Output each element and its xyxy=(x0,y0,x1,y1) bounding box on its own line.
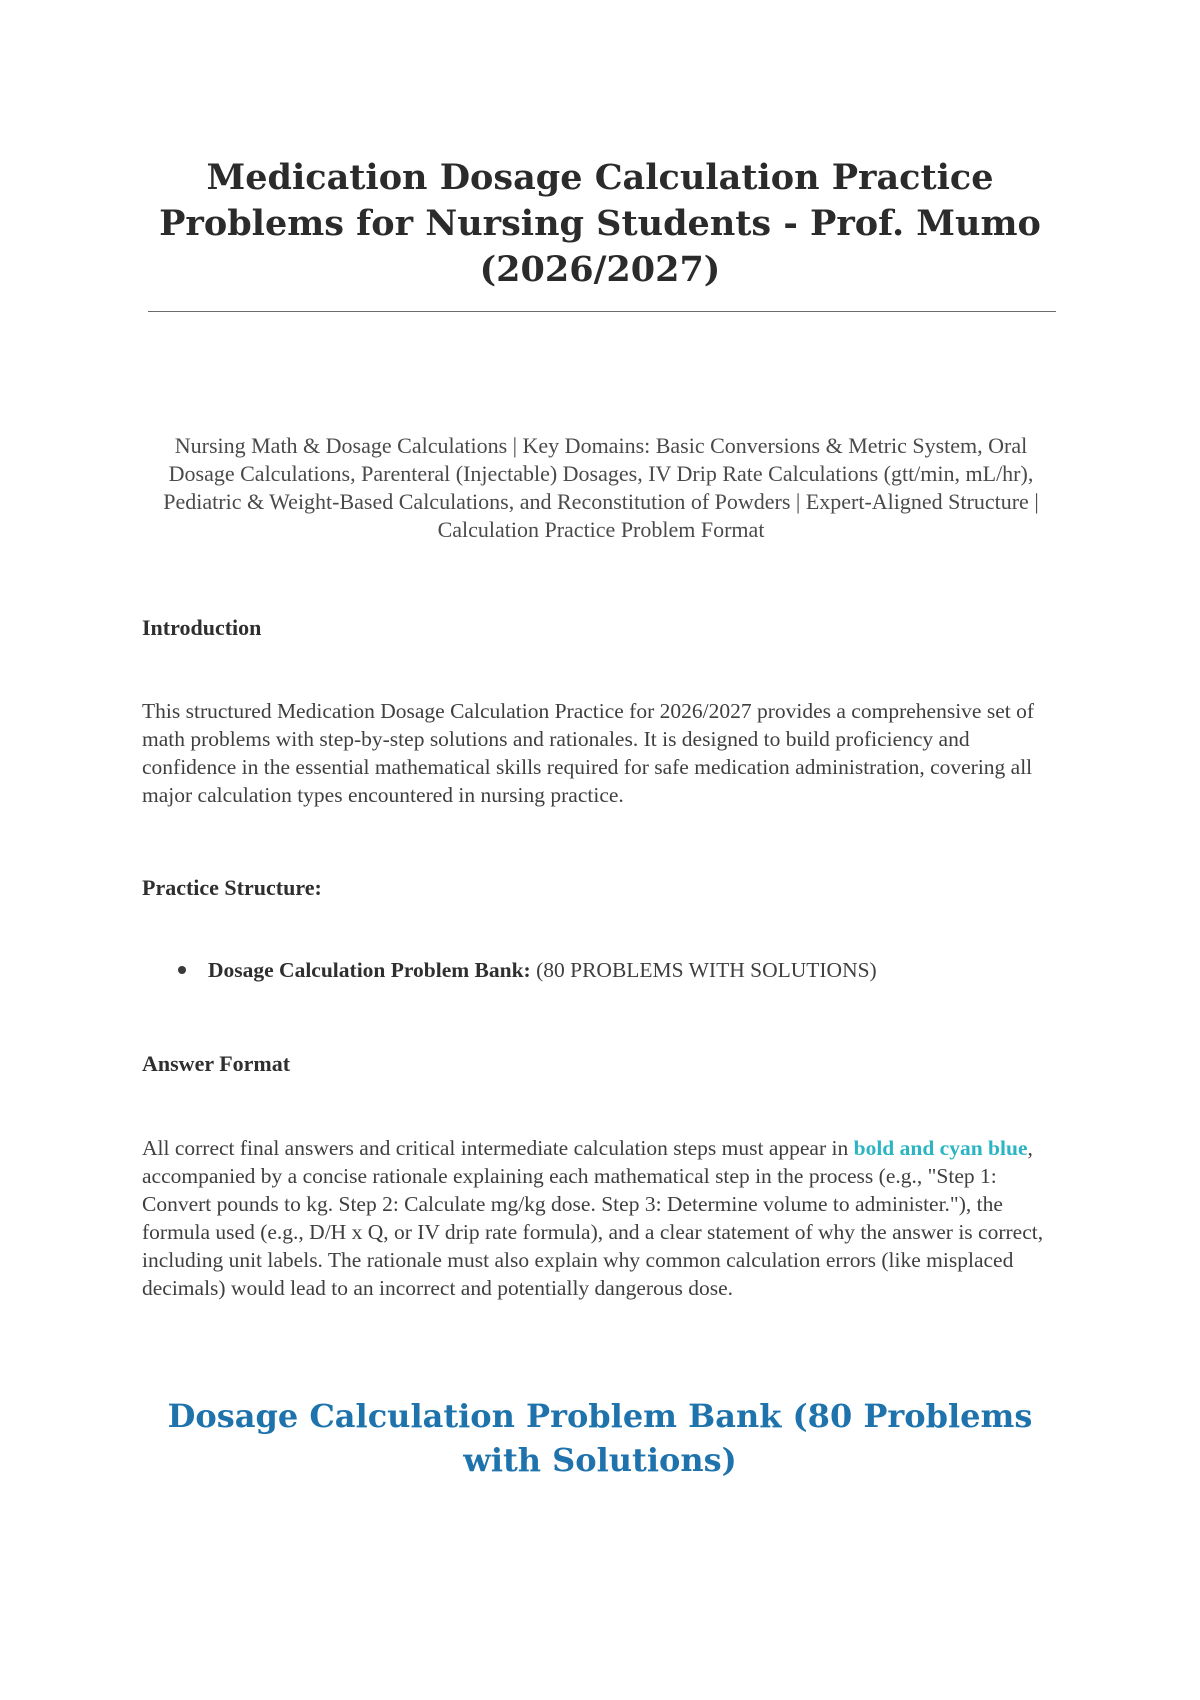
document-subtitle: Nursing Math & Dosage Calculations | Key Domains: Basic Conversions & Metric System, Oral Dosage Calculations, Parenteral (Injectable) Dosages, IV Drip Rate Calculations (gtt/min, mL/hr), Pediatric & Weight-Based Calculations, and Reconstitution of Powders | Expert-Aligned Structure | Calculation Practice Problem Format xyxy=(163,433,1039,542)
answer-format-highlight: bold and cyan blue xyxy=(853,1136,1028,1160)
bullet-item-label: Dosage Calculation Problem Bank: xyxy=(208,958,531,982)
practice-structure-list-item xyxy=(178,956,877,984)
answer-format-heading: Answer Format xyxy=(142,1051,291,1076)
answer-format-paragraph xyxy=(142,1134,1062,1302)
document-title: Medication Dosage Calculation Practice Problems for Nursing Students - Prof. Mumo (2026/2027) xyxy=(159,157,1041,290)
problem-bank-title: Dosage Calculation Problem Bank (80 Problems with Solutions) xyxy=(167,1397,1033,1479)
title-divider xyxy=(148,311,1056,312)
bullet-item-detail: (80 PROBLEMS WITH SOLUTIONS) xyxy=(530,958,877,982)
introduction-paragraph: This structured Medication Dosage Calculation Practice for 2026/2027 provides a comprehensive set of math problems with step-by-step solutions and rationales. It is designed to build proficiency and confidence in the essential mathematical skills required for safe medication administration, covering all major calculation types encountered in nursing practice. xyxy=(142,699,1034,807)
answer-format-text-before: All correct final answers and critical intermediate calculation steps must appear in xyxy=(142,1136,854,1160)
practice-structure-heading: Practice Structure: xyxy=(142,875,322,900)
answer-format-text-after: , accompanied by a concise rationale explaining each mathematical step in the process (e.g., "Step 1: Convert pounds to kg. Step 2: Calculate mg/kg dose. Step 3: Determine volume to administer."), the formula used (e.g., D/H x Q, or IV drip rate formula), and a clear statement of why the answer is correct, including unit labels. The rationale must also explain why common calculation errors (like misplaced decimals) would lead to an incorrect and potentially dangerous dose. xyxy=(142,1136,1044,1300)
introduction-heading: Introduction xyxy=(142,615,262,640)
bullet-icon xyxy=(178,966,186,974)
